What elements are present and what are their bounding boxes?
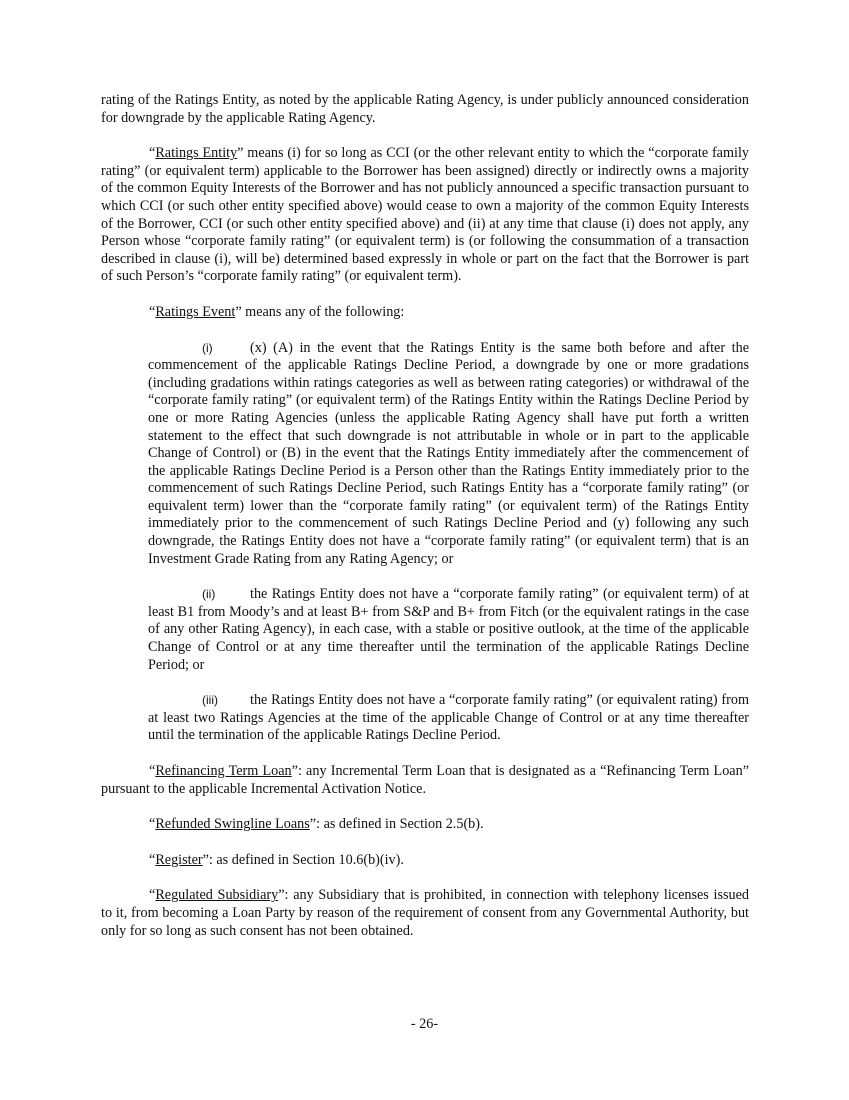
defined-term: Register: [155, 851, 203, 868]
defined-term: Regulated Subsidiary: [155, 887, 279, 904]
continuation-paragraph: rating of the Ratings Entity, as noted by the applicable Rating Agency, is under publicly announced consideration for downgrade by the applicable Rating Agency.: [101, 92, 749, 126]
definition-text: ”: any Incremental Term Loan that is designated as a “Refinancing Term Loan” pursuant to the applicable Incremental Activation Notice.: [101, 763, 749, 797]
definition-ratings-entity: [101, 145, 749, 286]
definition-text: ”: as defined in Section 10.6(b)(iv).: [202, 851, 404, 868]
defined-term: Ratings Entity: [155, 145, 238, 162]
clause-number: (iii): [202, 693, 218, 708]
open-quote: “: [149, 303, 156, 320]
clause-text: the Ratings Entity does not have a “corporate family rating” (or equivalent rating) from at least two Ratings Agencies at the time of the applicable Change of Control or at any time thereafter until the termination of the applicable Ratings Decline Period.: [148, 692, 749, 744]
definition-refunded-swingline-loans: [101, 816, 749, 834]
ratings-event-clause-iii: [148, 692, 749, 745]
clause-number: (i): [202, 340, 213, 355]
open-quote: “: [149, 816, 156, 833]
clause-text: the Ratings Entity does not have a “corporate family rating” (or equivalent term) of at least B1 from Moody’s and at least B+ from S&P and B+ from Fitch (or the equivalent ratings in the case of any other Rating Agency), in each case, with a stable or positive outlook, at the time of the applicable Change of Control or at any time thereafter until the termination of the applicable Ratings Decline Period; or: [148, 586, 749, 673]
definition-refinancing-term-loan: [101, 763, 749, 798]
open-quote: “: [149, 887, 156, 904]
definition-text: ” means any of the following:: [235, 303, 405, 320]
definition-register: [101, 852, 749, 870]
definition-text: ” means (i) for so long as CCI (or the other relevant entity to which the “corporate family rating” (or equivalent term) applicable to the Borrower has been assigned) directly or indirectly owns a majority of the common Equity Interests of the Borrower and has not publicly announced a specific transaction pursuant to which CCI (or such other entity specified above) would cease to own a majority of the common Equity Interests of the Borrower, CCI (or such other entity specified above) and (ii) at any time that clause (i) does not apply, any Person whose “corporate family rating” (or equivalent term) is (or following the consummation of a transaction described in clause (i), will be) determined based expressly in whole or part on the fact that the Borrower is part of such Person’s “corporate family rating” (or equivalent term).: [101, 145, 749, 285]
defined-term: Refunded Swingline Loans: [155, 816, 310, 833]
open-quote: “: [149, 763, 156, 779]
definition-text: ”: any Subsidiary that is prohibited, in connection with telephony licenses issued to it, from becoming a Loan Party by reason of the requirement of consent from any Governmental Authority, but only for so long as such consent has not been obtained.: [101, 887, 749, 939]
defined-term: Ratings Event: [155, 303, 236, 320]
definition-text: ”: as defined in Section 2.5(b).: [309, 816, 484, 833]
document-page: [101, 92, 749, 940]
clause-text: (x) (A) in the event that the Ratings Entity is the same both before and after the commencement of the applicable Ratings Decline Period, a downgrade by one or more gradations (including gradations within ratings categories as well as between rating categories) or withdrawal of the “corporate family rating” (or equivalent term) of the Ratings Entity within the Ratings Decline Period by one or more Rating Agencies (unless the applicable Rating Agency shall have put forth a written statement to the effect that such downgrade is not attributable in whole or in part to the applicable Change of Control) or (B) in the event that the Ratings Entity immediately after the commencement of the applicable Ratings Decline Period is a Person other than the Ratings Entity immediately prior to the commencement of such Ratings Decline Period, such Ratings Entity has a “corporate family rating” (or equivalent term) lower than the “corporate family rating” (or equivalent term) of the Ratings Entity immediately prior to the commencement of such Ratings Decline Period and (y) following any such downgrade, the Ratings Entity does not have a “corporate family rating” (or equivalent term) that is an Investment Grade Rating from any Rating Agency; or: [148, 339, 749, 567]
ratings-event-clause-ii: [148, 586, 749, 674]
open-quote: “: [149, 145, 156, 162]
open-quote: “: [149, 851, 156, 868]
clause-number: (ii): [202, 587, 216, 602]
definition-regulated-subsidiary: [101, 887, 749, 940]
page-number: - 26-: [410, 1016, 439, 1032]
definition-ratings-event: [101, 304, 749, 322]
defined-term: Refinancing Term Loan: [155, 763, 292, 779]
ratings-event-clause-i: [148, 340, 749, 569]
